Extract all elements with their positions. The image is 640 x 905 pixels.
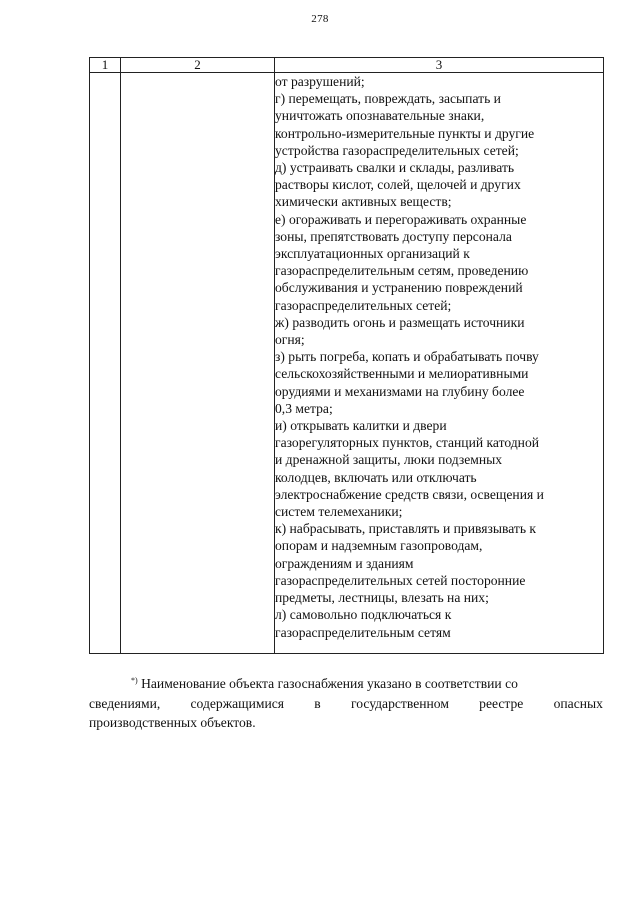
footnote-line-3: производственных объектов. [89,715,256,730]
footnote [89,671,603,733]
footnote-word: сведениями, [89,695,161,711]
table-header-row [90,58,604,73]
cell-text-line: систем телемеханики; [275,504,403,520]
cell-text-line: газораспределительным сетям, проведению [275,263,529,279]
footnote-line-2 [89,694,603,714]
footnote-line-1 [89,671,603,694]
cell-text-line: ограждениям и зданиям [275,555,414,571]
cell-text-line: обслуживания и устранению повреждений [275,280,523,296]
cell-text-line: колодцев, включать или отключать [275,469,477,485]
footnote-word: реестре [479,695,524,711]
footnote-word: государственном [350,695,449,711]
cell-text-line: предметы, лестницы, влезать на них; [275,590,489,606]
column-header-3: 3 [275,58,604,73]
cell-text-line: газораспределительных сетей посторонние [275,572,526,588]
footnote-text-1: Наименование объекта газоснабжения указано в соответствии со [141,676,518,691]
cell-text-line: орудиями и механизмами на глубину более [275,383,525,399]
cell-text-line: химически активных веществ; [275,194,452,210]
cell-text-line: газораспределительных сетей; [275,297,452,313]
cell-text-line: л) самовольно подключаться к [275,607,452,623]
cell-text-line: растворы кислот, солей, щелочей и других [275,177,521,193]
cell-text-line: е) огораживать и перегораживать охранные [275,211,527,227]
table-cell-col1 [90,73,121,654]
cell-text-line: уничтожать опознавательные знаки, [275,108,485,124]
cell-text-line: опорам и надземным газопроводам, [275,538,483,554]
cell-text-line: устройства газораспределительных сетей; [275,142,519,158]
cell-text-line: 0,3 метра; [275,400,333,416]
table-cell-col2 [121,73,275,654]
cell-text-line: от разрушений; [275,74,365,89]
cell-text-line: з) рыть погреба, копать и обрабатывать почву [275,349,539,365]
footnote-word: в [314,695,321,711]
cell-text-line: к) набрасывать, приставлять и привязывать к [275,521,537,537]
cell-text-line: электроснабжение средств связи, освещения и [275,486,544,502]
cell-text-line: огня; [275,332,305,348]
cell-text-line: и) открывать калитки и двери [275,418,447,434]
cell-text-line: д) устраивать свалки и склады, разливать [275,160,515,176]
page-number: 278 [311,13,329,25]
footnote-marker: *) [131,676,138,685]
cell-text-line: сельскохозяйственными и мелиоративными [275,366,529,382]
column-header-2: 2 [121,58,275,73]
cell-text-line: эксплуатационных организаций к [275,246,470,262]
footnote-word: содержащимися [190,695,285,711]
column-header-1: 1 [90,58,121,73]
cell-text-line: и дренажной защиты, люки подземных [275,452,503,468]
table-cell-col3 [275,73,604,654]
cell-text-line: контрольно-измерительные пункты и другие [275,125,535,141]
cell-text-line: ж) разводить огонь и размещать источники [275,314,525,330]
cell-text-line: зоны, препятствовать доступу персонала [275,228,512,244]
table-row [90,73,604,654]
cell-text-line: г) перемещать, повреждать, засыпать и [275,91,501,107]
cell-text-line: газораспределительным сетям [275,624,451,640]
cell-text-line: газорегуляторных пунктов, станций катодной [275,435,540,451]
footnote-word: опасных [553,695,603,711]
document-table [89,57,604,654]
